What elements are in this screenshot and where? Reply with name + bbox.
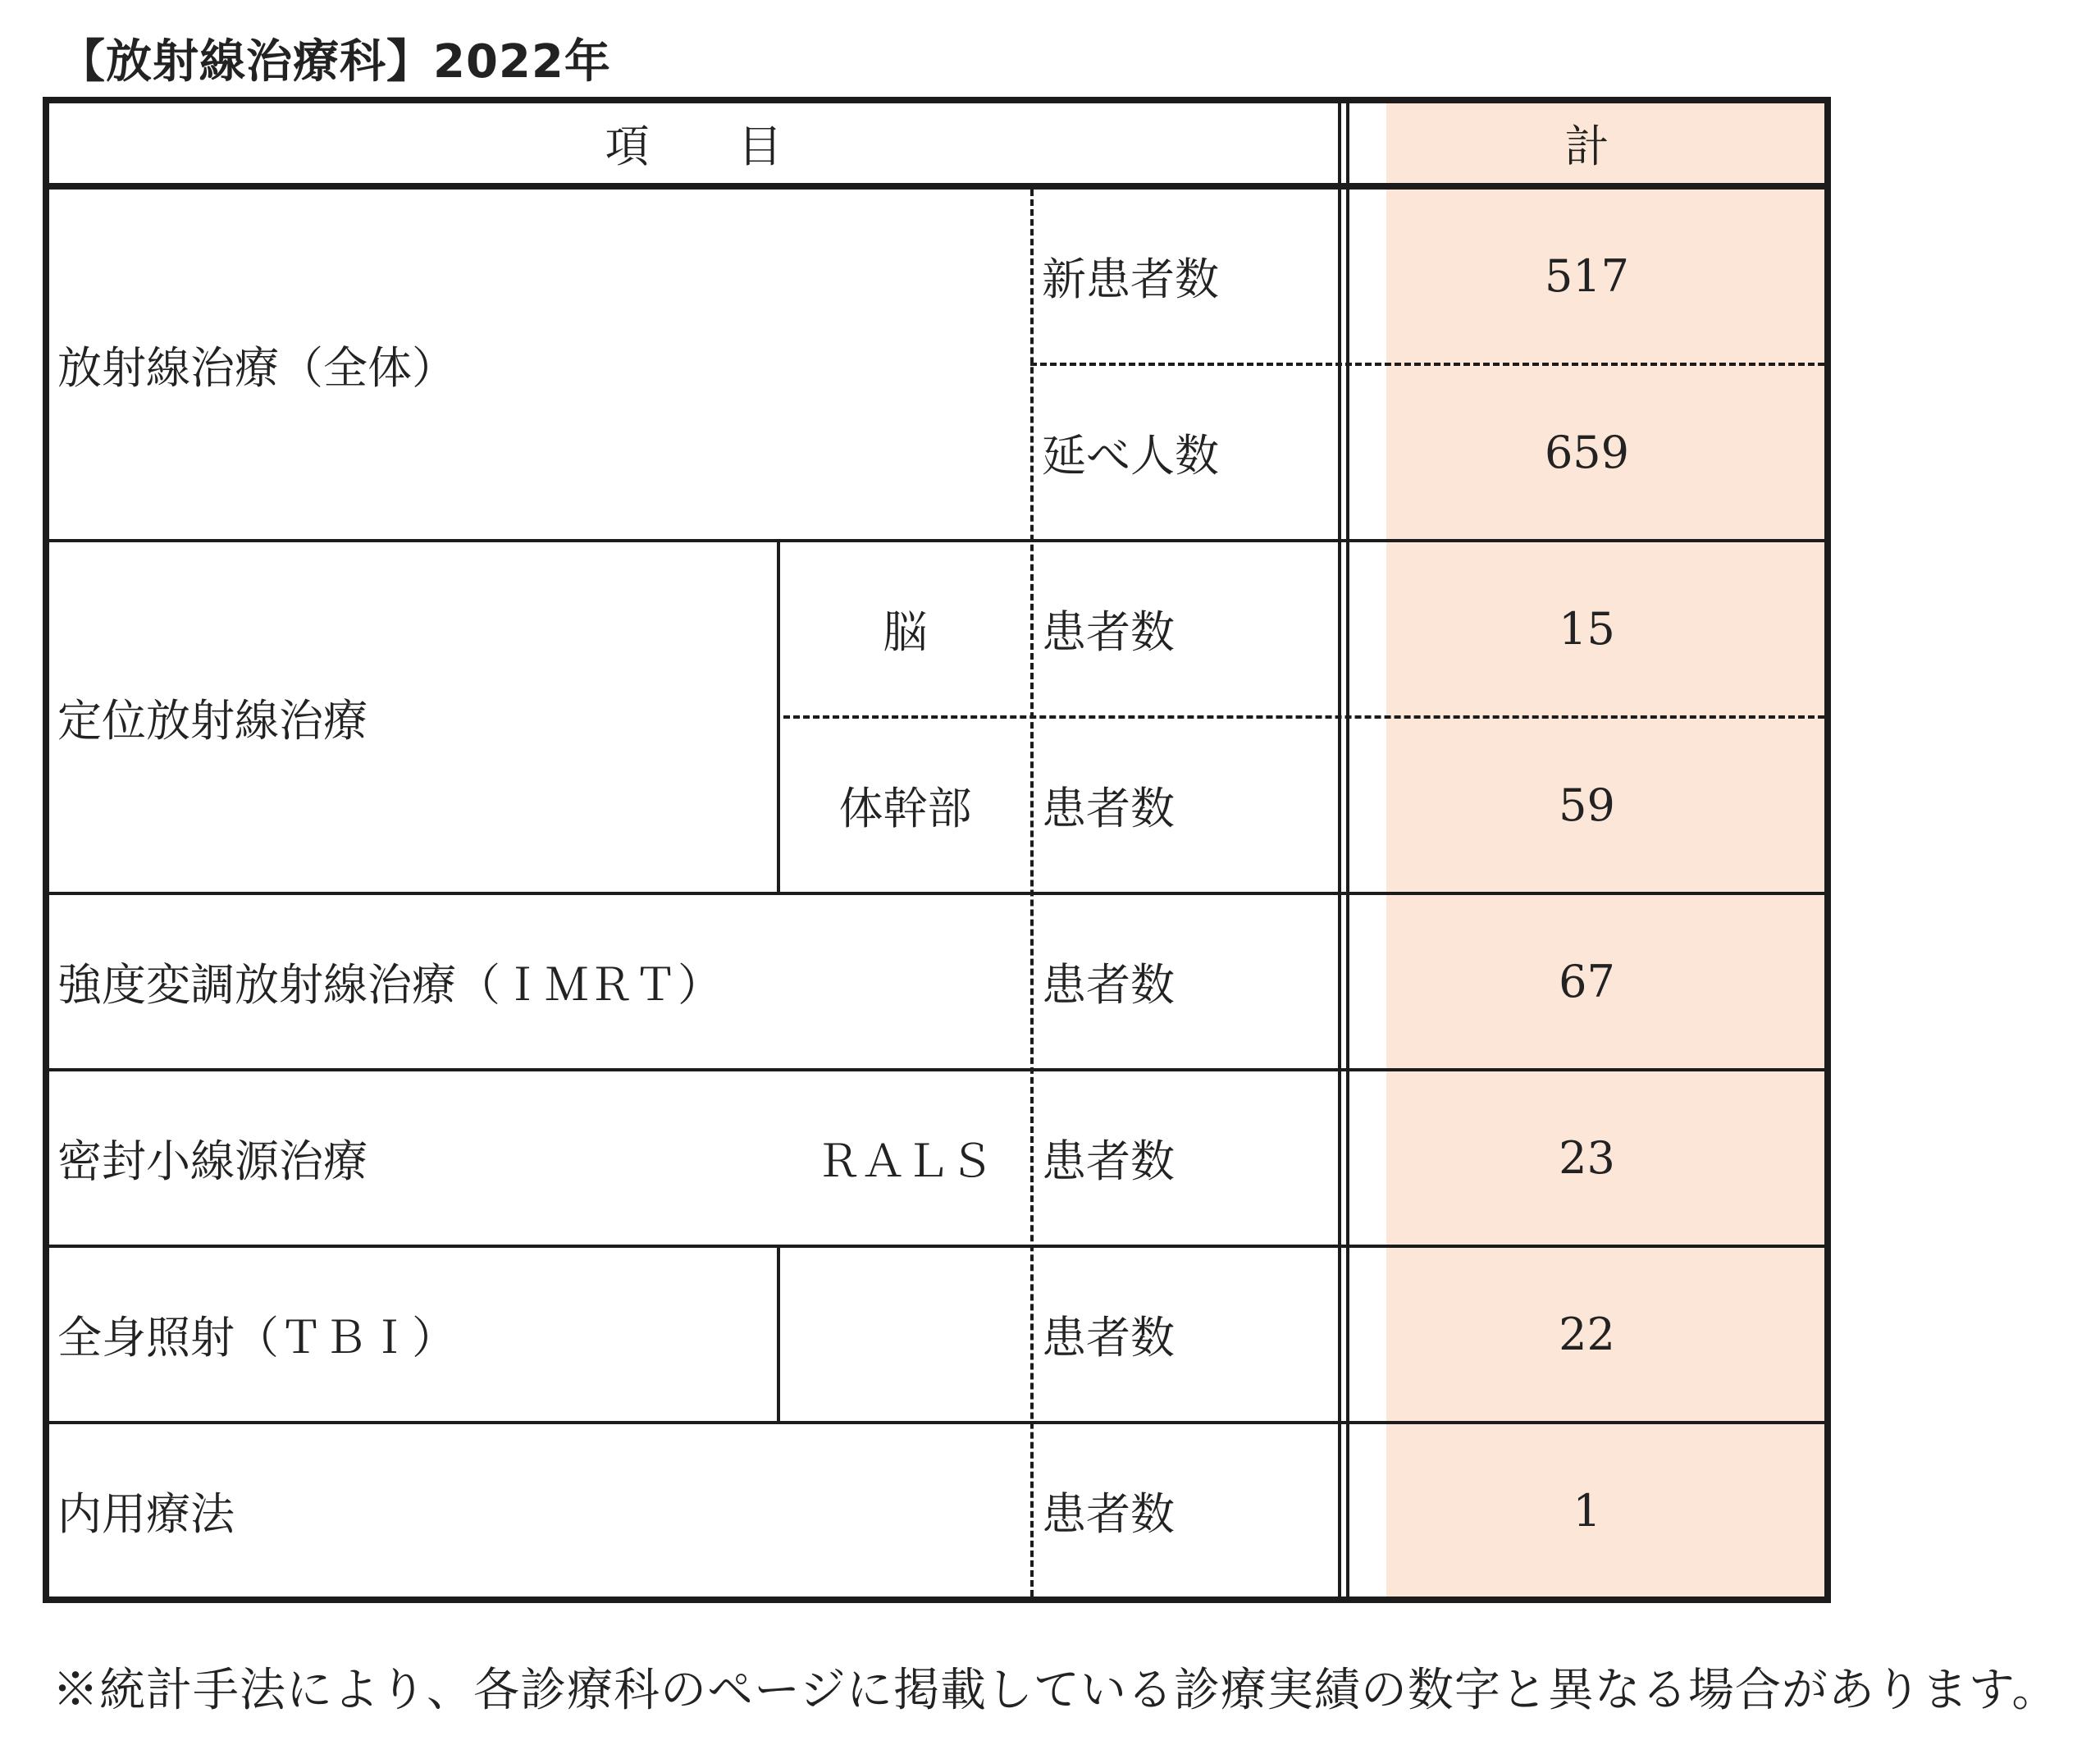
category-label: 密封小線源治療 (57, 1135, 368, 1187)
header-item: 項 目 (605, 121, 783, 172)
metric-label: 延べ人数 (1042, 430, 1219, 482)
metric-value: 659 (1544, 427, 1630, 478)
metric-label: 患者数 (1042, 1135, 1175, 1187)
total-divider-outer (1338, 103, 1341, 1597)
footnote: ※統計手法により、各診療科のページに掲載している診療実績の数字と異なる場合があります。 (52, 1664, 2059, 1717)
category-label: 全身照射（ＴＢＩ） (57, 1312, 456, 1364)
category-label: 放射線治療（全体） (57, 341, 456, 394)
metric-value: 1 (1573, 1484, 1601, 1537)
metric-value: 67 (1559, 956, 1615, 1007)
metric-value: 15 (1559, 603, 1615, 655)
metric-value: 22 (1559, 1309, 1615, 1360)
subcategory-label: 体幹部 (838, 783, 972, 834)
metric-label: 患者数 (1042, 783, 1175, 834)
statistics-table (43, 97, 1831, 1603)
metric-label: 患者数 (1042, 606, 1175, 658)
metric-label: 患者数 (1042, 959, 1175, 1011)
subcategory-label: 脳 (883, 606, 928, 658)
metric-value: 23 (1559, 1132, 1615, 1184)
page-title: 【放射線治療科】2022年 (59, 35, 611, 89)
subcategory-label: ＲＡＬＳ (816, 1135, 994, 1187)
header-total: 計 (1564, 121, 1609, 172)
metric-label: 患者数 (1042, 1487, 1175, 1540)
metric-value: 59 (1559, 779, 1615, 831)
category-label: 強度変調放射線治療（ＩＭＲＴ） (57, 959, 722, 1011)
category-label: 内用療法 (57, 1487, 235, 1540)
header-divider (49, 183, 1824, 190)
metric-label: 患者数 (1042, 1312, 1175, 1364)
metric-value: 517 (1544, 250, 1630, 302)
metric-label: 新患者数 (1042, 254, 1219, 305)
category-label: 定位放射線治療 (57, 694, 368, 747)
